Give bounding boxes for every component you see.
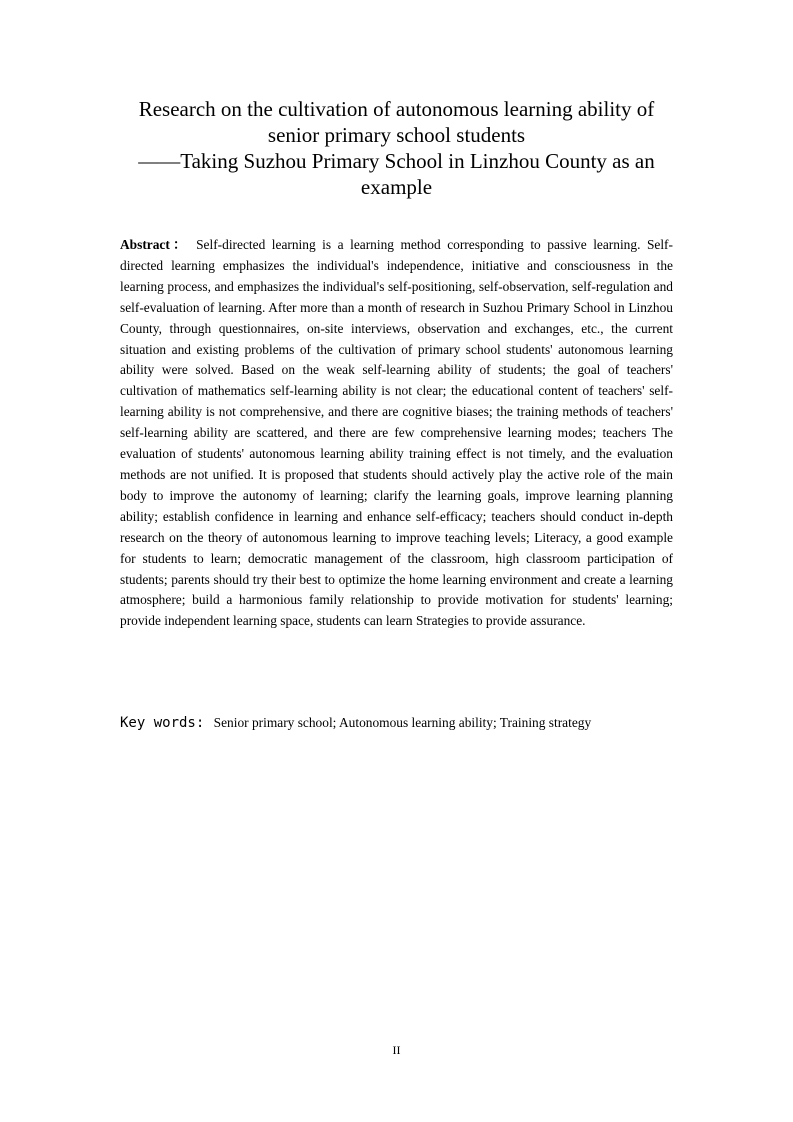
abstract-label: Abstract： <box>120 237 190 252</box>
document-title-line-1: Research on the cultivation of autonomous learning ability of <box>138 97 655 121</box>
document-subtitle-line-2: example <box>360 175 433 199</box>
title-block <box>100 96 693 200</box>
keywords-line <box>120 713 680 733</box>
page-number: II <box>392 1043 401 1057</box>
keywords-text: Senior primary school; Autonomous learning ability; Training strategy <box>213 715 592 730</box>
keywords-label: Key words: <box>120 715 205 731</box>
document-title-line-2: senior primary school students <box>267 123 526 147</box>
abstract-text: Self-directed learning is a learning method corresponding to passive learning. Self-directed learning emphasizes the individual's independence, initiative and consciousness in the learning process, and emphasizes the individual's self-positioning, self-observation, self-regulation and self-evaluation of learning. After more than a month of research in Suzhou Primary School in Linzhou County, through questionnaires, on-site interviews, observation and exchanges, etc., the current situation and existing problems of the cultivation of primary school students' autonomous learning ability were solved. Based on the weak self-learning ability of students; the goal of teachers' cultivation of mathematics self-learning ability is not clear; the educational content of teachers' self-learning ability is not comprehensive, and there are cognitive biases; the training methods of teachers' self-learning ability are scattered, and there are few comprehensive learning modes; teachers The evaluation of students' autonomous learning ability training effect is not timely, and the evaluation methods are not unified. It is proposed that students should actively play the active role of the main body to improve the autonomy of learning; clarify the learning goals, improve learning planning ability; establish confidence in learning and enhance self-efficacy; teachers should conduct in-depth research on the theory of autonomous learning to improve teaching levels; Literacy, a good example for students to learn; democratic management of the classroom, high classroom participation of students; parents should try their best to optimize the home learning environment and create a learning atmosphere; build a harmonious family relationship to provide motivation for students' learning; provide independent learning space, students can learn Strategies to provide assurance. <box>120 237 673 629</box>
document-subtitle-line-1: ——Taking Suzhou Primary School in Linzhou County as an <box>138 149 655 173</box>
abstract-paragraph <box>120 235 673 632</box>
